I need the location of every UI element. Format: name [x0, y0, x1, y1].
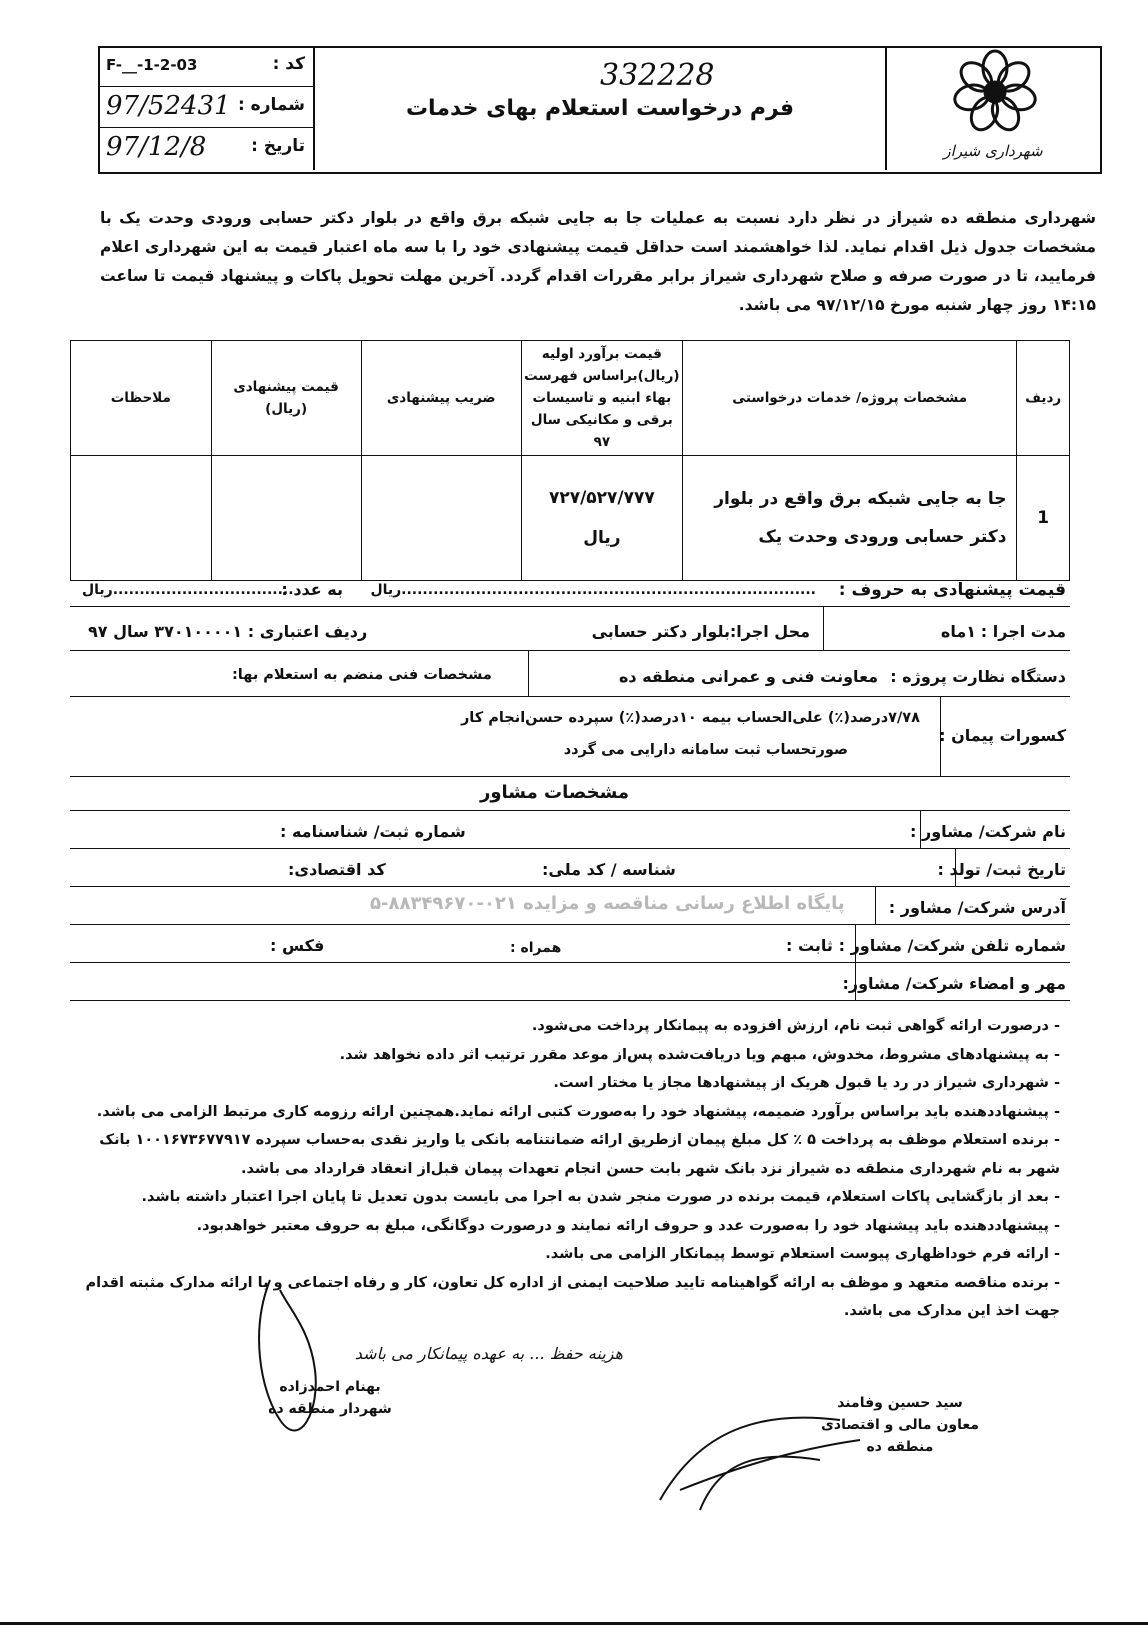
logo-box: [885, 46, 1100, 170]
price-number-label: به عدد :: [281, 580, 343, 599]
header-meta-box: [98, 46, 315, 170]
note-item: - برنده مناقصه متعهد و موظف به ارائه گواهینامه تایید صلاحیت ایمنی از اداره کل تعاون، کار و رفاه اجتماعی و یا ارائه مدارک مثبته اقدام: [85, 1274, 1060, 1291]
handwritten-reference: 332228: [600, 58, 715, 93]
code-value: F-__-1-2-03: [106, 56, 198, 74]
services-table: [70, 340, 1070, 581]
header-remarks: ملاحظات: [71, 341, 212, 456]
budget-label: ردیف اعتباری :: [247, 622, 368, 641]
budget-row: [88, 622, 367, 641]
note-item: - برنده استعلام موظف به پرداخت ۵ ٪ کل مبلغ پیمان ازطریق ارائه ضمانتنامه بانکی یا واریز نقدی به‌حساب سپرده ۱۰۰۱۶۷۳۶۷۷۹۱۷ بانک: [99, 1132, 1060, 1148]
table-row: [71, 456, 1070, 581]
watermark-text: پایگاه اطلاع رسانی مناقصه و مزایده ۰۲۱-۸۸۳۴۹۶۷۰-۵: [370, 893, 845, 914]
divider: [875, 887, 876, 924]
cell-service: جا به جایی شبکه برق واقع در بلوار دکتر حسابی ورودی وحدت یک: [682, 456, 1016, 581]
signer-title: شهردار منطقه ده: [268, 1401, 392, 1417]
signer-title: معاون مالی و اقتصادی منطقه ده: [821, 1417, 979, 1455]
note-item: - پیشنهاددهنده باید پیشنهاد خود را به‌صورت عدد و حروف ارائه نمایند و درصورت دوگانگی، مبلغ به حروف معتبر خواهدبود.: [196, 1217, 1060, 1234]
note-item: - بعد از بازگشایی پاکات استعلام، قیمت برنده در صورت منجر شدن به اجرا می بایست بدون تعدیل تا پایان اجرا اعتبار داشته باشد.: [141, 1189, 1060, 1205]
cell-coefficient[interactable]: [361, 456, 521, 581]
signer-name: بهنام احمدزاده: [279, 1379, 381, 1395]
divider: [855, 925, 856, 962]
divider: [70, 606, 1070, 607]
header-coefficient: ضریب پیشنهادی: [361, 341, 521, 456]
signer-name: سید حسین وفامند: [837, 1395, 963, 1411]
tech-specs-label: مشخصات فنی منضم به استعلام بها:: [232, 667, 492, 683]
logo-text: شهرداری شیراز: [943, 142, 1043, 160]
number-value: 97/52431: [106, 91, 231, 121]
reg-date-label: تاریخ ثبت/ تولد :: [937, 860, 1066, 879]
economic-code-label: کد اقتصادی:: [288, 860, 386, 879]
notes-list: [60, 1012, 1060, 1326]
national-id-label: شناسه / کد ملی:: [542, 860, 676, 879]
divider: [70, 848, 1070, 849]
stamp-label: مهر و امضاء شرکت/ مشاور:: [842, 974, 1066, 993]
cell-offer-price[interactable]: [211, 456, 361, 581]
reg-number-label: شماره ثبت/ شناسنامه :: [280, 822, 466, 841]
signature-right-icon: [640, 1390, 880, 1520]
price-number-input[interactable]: ..................................ریال: [82, 582, 294, 598]
divider: [70, 776, 1070, 777]
form-title: فرم درخواست استعلام بهای خدمات: [405, 96, 795, 121]
deductions-label: کسورات پیمان :: [939, 726, 1066, 745]
landline-label: ثابت :: [786, 936, 833, 955]
duration-label: مدت اجرا :: [980, 622, 1066, 641]
fax-label: فکس :: [270, 936, 325, 955]
divider: [855, 963, 856, 1000]
note-item: - پیشنهاددهنده باید براساس برآورد ضمیمه، پیشنهاد خود را به‌صورت کتبی ارائه نماید.همچنین ارائه رزومه کاری مرتبط الزامی می باشد.: [96, 1103, 1060, 1120]
initial-price-value: ۷۲۷/۵۲۷/۷۷۷: [548, 488, 655, 508]
header-row-number: ردیف: [1017, 341, 1070, 456]
intro-paragraph: شهرداری منطقه ده شیراز در نظر دارد نسبت به عملیات جا به جایی شبکه برق واقع در بلوار دکتر حسابی ورودی وحدت یک با مشخصات جدول ذیل اقدام نماید. لذا خواهشمند است حداقل قیمت پیشنهادی خود را با سه ماه اعتبار قیمت به این شهرداری اعلام فرمایید، تا در صورت صرفه و صلاح شهرداری شیراز برابر مقررات اقدام گردد. آخرین مهلت تحویل پاکات و پیشنهاد قیمت تا ساعت ۱۴:۱۵ روز چهار شنبه مورخ ۹۷/۱۲/۱۵ می باشد.: [100, 209, 1096, 314]
duration-value: ۱ماه: [940, 622, 976, 641]
header-service: مشخصات پروژه/ خدمات درخواستی: [682, 341, 1016, 456]
location-value: بلوار دکتر حسابی: [591, 622, 730, 641]
address-label: آدرس شرکت/ مشاور :: [888, 898, 1066, 917]
number-label: شماره :: [237, 95, 305, 115]
note-item: جهت اخذ این مدارک می باشد.: [843, 1303, 1060, 1319]
phone-label: شماره تلفن شرکت/ مشاور :: [838, 936, 1066, 955]
budget-value: ۳۷۰۱۰۰۰۰۱ سال ۹۷: [88, 622, 243, 641]
divider: [955, 849, 956, 886]
note-item: - به پیشنهادهای مشروط، مخدوش، مبهم ویا دریافت‌شده پس‌از موعد مقرر ترتیب اثر داده نخواهد شد.: [339, 1046, 1060, 1063]
signature-left-icon: [240, 1270, 380, 1470]
price-letters-label: قیمت پیشنهادی به حروف :: [838, 580, 1066, 600]
page-bottom-edge: [0, 1622, 1148, 1625]
cell-remarks[interactable]: [71, 456, 212, 581]
divider: [940, 697, 941, 776]
company-name-label: نام شرکت/ مشاور :: [910, 822, 1066, 841]
supervisor-label: دستگاه نظارت پروژه :: [890, 667, 1066, 686]
cell-row-number: 1: [1017, 456, 1070, 581]
note-item: شهر به نام شهرداری منطقه ده شیراز نزد بانک شهر بابت حسن انجام تعهدات پیمان قبل‌از انعقاد قرارداد می باشد.: [241, 1160, 1060, 1177]
date-value: 97/12/8: [106, 132, 207, 162]
divider: [70, 886, 1070, 887]
divider: [70, 1000, 1070, 1001]
divider: [70, 696, 1070, 697]
header-offer-price: قیمت پیشنهادی (ریال): [211, 341, 361, 456]
price-letters-input[interactable]: ..............................................................................ریال: [370, 582, 816, 598]
note-item: - شهرداری شیراز در رد یا قبول هریک از پیشنهادها مجاز یا مختار است.: [553, 1075, 1060, 1091]
date-label: تاریخ :: [251, 136, 305, 156]
shiraz-flower-logo-icon: [887, 46, 1100, 170]
consultant-section-title: مشخصات مشاور: [480, 782, 630, 803]
divider: [823, 607, 824, 650]
divider: [528, 651, 529, 696]
note-item: - درصورت ارائه گواهی ثبت نام، ارزش افزوده به پیمانکار پرداخت می‌شود.: [531, 1018, 1060, 1034]
divider: [920, 811, 921, 848]
divider: [70, 650, 1070, 651]
divider: [70, 962, 1070, 963]
header-initial-price: قیمت برآورد اولیه (ریال)براساس فهرست بهاء ابنیه و تاسیسات برقی و مکانیکی سال ۹۷: [521, 341, 682, 456]
code-label: کد :: [272, 54, 305, 74]
mobile-label: همراه :: [510, 940, 562, 956]
deductions-line-2: صورتحساب ثبت سامانه دارایی می گردد: [563, 742, 848, 758]
cell-initial-price: [521, 456, 682, 581]
deductions-line-1: ۷/۷۸درصد(٪) علی‌الحساب بیمه ۱۰درصد(٪) سپرده حسن‌انجام کار: [460, 710, 920, 726]
initial-price-unit: ریال: [583, 528, 621, 548]
divider: [70, 924, 1070, 925]
handwritten-note: هزینه حفظ ... به عهده پیمانکار می باشد: [354, 1344, 623, 1363]
location-label: محل اجرا:: [729, 622, 810, 641]
supervisor-value: معاونت فنی و عمرانی منطقه ده: [618, 667, 878, 686]
note-item: - ارائه فرم خوداظهاری پیوست استعلام توسط پیمانکار الزامی می باشد.: [545, 1246, 1060, 1262]
